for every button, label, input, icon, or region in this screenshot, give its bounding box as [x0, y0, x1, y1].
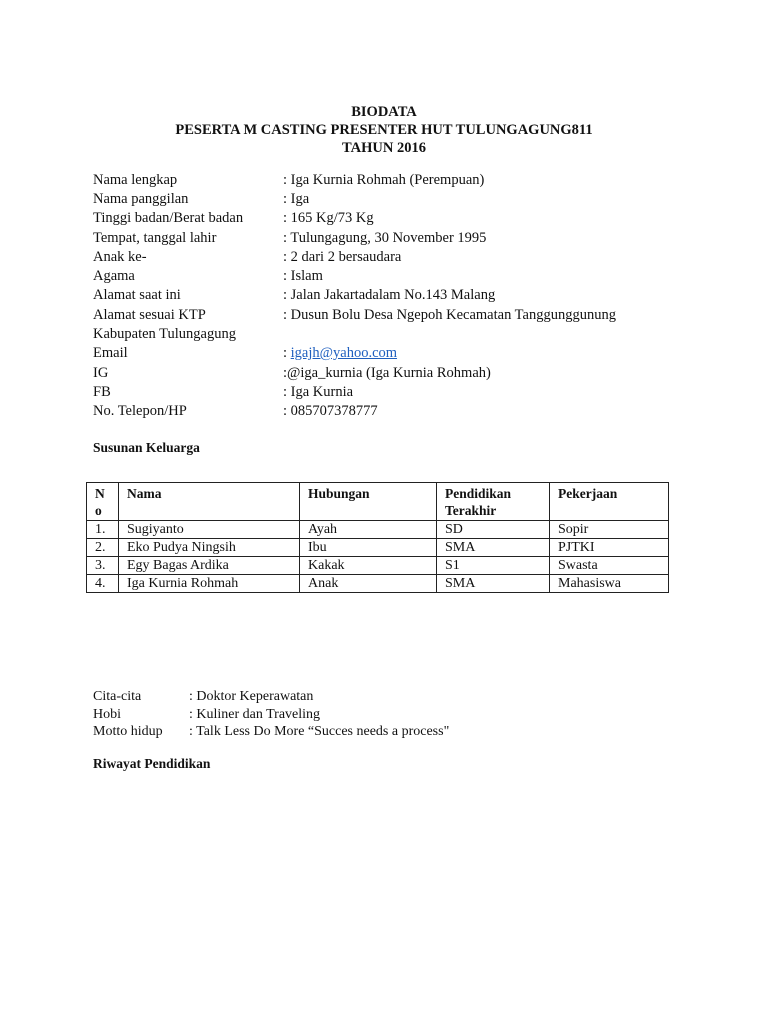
title-line-2: PESERTA M CASTING PRESENTER HUT TULUNGAGUNG811 [175, 122, 593, 138]
biodata-value: : Iga [283, 191, 310, 207]
education-section-heading: Riwayat Pendidikan [93, 756, 211, 771]
header-no: N o [87, 483, 119, 521]
cell-no: 1. [87, 521, 119, 539]
cell-nama: Sugiyanto [119, 521, 300, 539]
misc-value: : Kuliner dan Traveling [189, 707, 321, 722]
cell-hubungan: Anak [300, 575, 437, 593]
misc-label: Motto hidup [93, 724, 163, 739]
biodata-label: Kabupaten Tulungagung [93, 326, 236, 342]
biodata-value [283, 344, 397, 363]
cell-nama: Iga Kurnia Rohmah [119, 575, 300, 593]
biodata-label: Tinggi badan/Berat badan [93, 210, 244, 226]
cell-pendidikan: SD [437, 521, 550, 539]
biodata-value: : Islam [283, 268, 323, 284]
table-row [87, 557, 669, 575]
biodata-label: Email [93, 345, 128, 361]
header-hubungan: Hubungan [300, 483, 437, 521]
family-table [86, 482, 669, 593]
title-line-1: BIODATA [351, 104, 417, 120]
table-row [87, 521, 669, 539]
biodata-value: : Iga Kurnia [283, 384, 354, 400]
biodata-label: FB [93, 384, 111, 400]
table-row [87, 539, 669, 557]
misc-value: : Doktor Keperawatan [189, 689, 314, 704]
biodata-value: :@iga_kurnia (Iga Kurnia Rohmah) [283, 365, 491, 381]
cell-hubungan: Kakak [300, 557, 437, 575]
biodata-label: No. Telepon/HP [93, 403, 187, 419]
title-line-3: TAHUN 2016 [342, 140, 426, 156]
email-link[interactable]: igajh@yahoo.com [290, 345, 398, 361]
cell-hubungan: Ayah [300, 521, 437, 539]
cell-pendidikan: SMA [437, 539, 550, 557]
family-section-heading: Susunan Keluarga [93, 440, 200, 455]
biodata-value: : 085707378777 [283, 403, 378, 419]
cell-pekerjaan: Sopir [550, 521, 669, 539]
cell-pekerjaan: PJTKI [550, 539, 669, 557]
cell-hubungan: Ibu [300, 539, 437, 557]
biodata-label: Nama panggilan [93, 191, 189, 207]
header-pendidikan: Pendidikan Terakhir [437, 483, 550, 521]
biodata-value: : 165 Kg/73 Kg [283, 210, 374, 226]
table-header-row [87, 483, 669, 521]
document-title [0, 103, 768, 157]
cell-pendidikan: S1 [437, 557, 550, 575]
biodata-label: Nama lengkap [93, 172, 178, 188]
biodata-label: IG [93, 365, 109, 381]
cell-nama: Eko Pudya Ningsih [119, 539, 300, 557]
cell-pendidikan: SMA [437, 575, 550, 593]
cell-nama: Egy Bagas Ardika [119, 557, 300, 575]
cell-no: 3. [87, 557, 119, 575]
header-nama: Nama [119, 483, 300, 521]
biodata-label: Anak ke- [93, 249, 147, 265]
header-pekerjaan: Pekerjaan [550, 483, 669, 521]
cell-pekerjaan: Swasta [550, 557, 669, 575]
misc-label: Cita-cita [93, 689, 142, 704]
misc-label: Hobi [93, 707, 121, 722]
biodata-value: : Jalan Jakartadalam No.143 Malang [283, 287, 496, 303]
biodata-value: : Dusun Bolu Desa Ngepoh Kecamatan Tanggunggunung [283, 307, 616, 323]
biodata-value: : Tulungagung, 30 November 1995 [283, 230, 487, 246]
cell-pekerjaan: Mahasiswa [550, 575, 669, 593]
email-prefix: : [283, 345, 291, 361]
biodata-label: Agama [93, 268, 135, 284]
misc-value: : Talk Less Do More “Succes needs a process" [189, 724, 450, 739]
biodata-label: Tempat, tanggal lahir [93, 230, 217, 246]
biodata-label: Alamat sesuai KTP [93, 307, 206, 323]
cell-no: 2. [87, 539, 119, 557]
biodata-label: Alamat saat ini [93, 287, 181, 303]
cell-no: 4. [87, 575, 119, 593]
biodata-value: : Iga Kurnia Rohmah (Perempuan) [283, 172, 485, 188]
biodata-value: : 2 dari 2 bersaudara [283, 249, 402, 265]
table-row [87, 575, 669, 593]
